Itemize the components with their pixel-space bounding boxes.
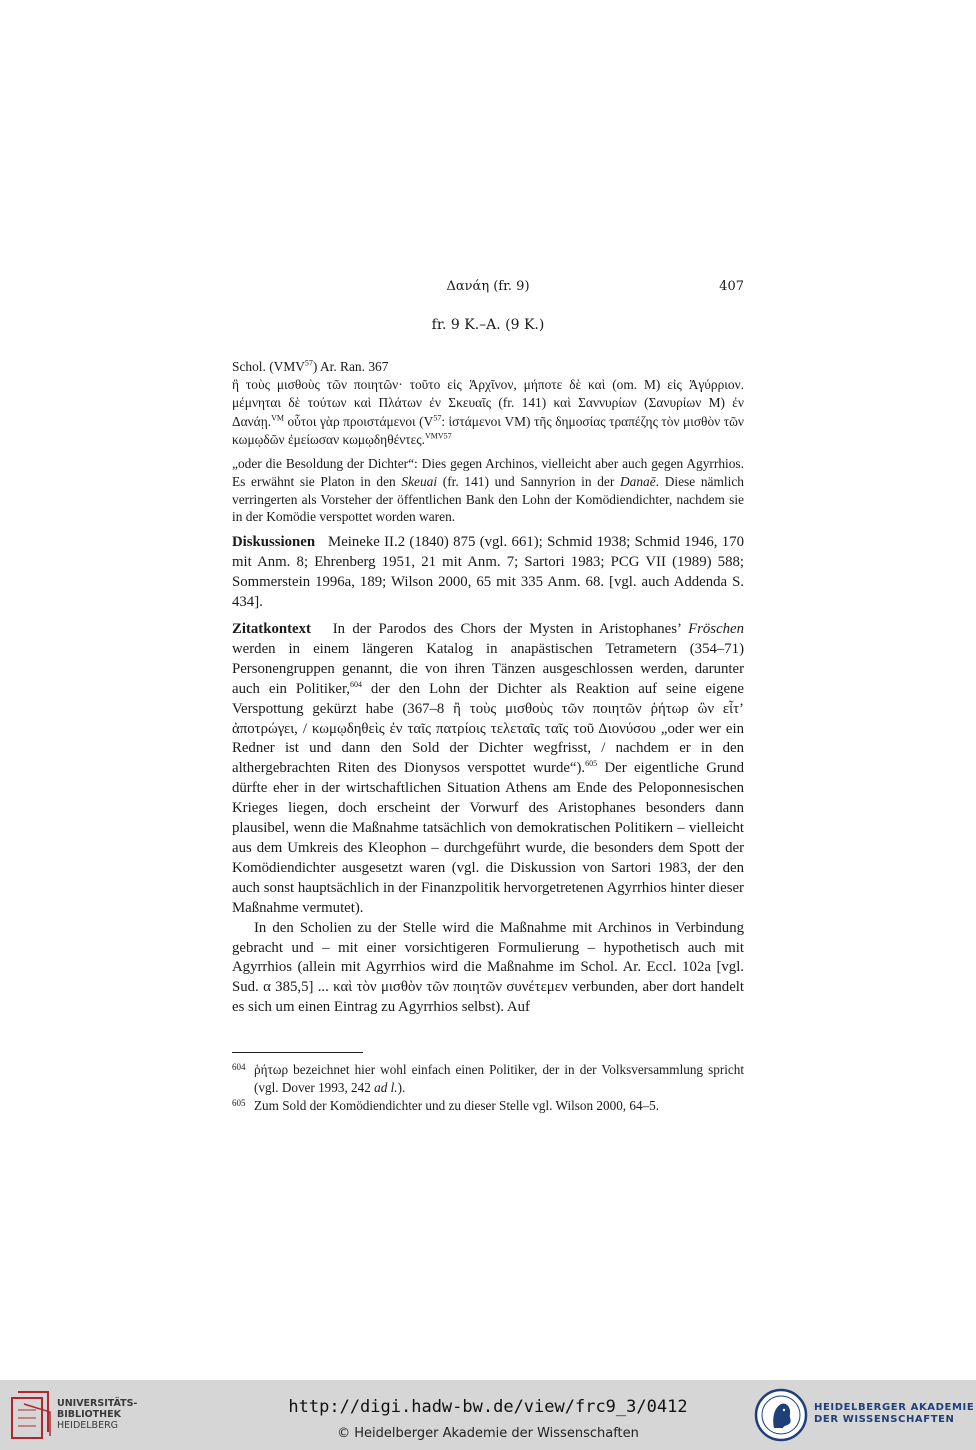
footnote-604: 604 ῥήτωρ bezeichnet hier wohl einfach einen Politiker, der in der Volksversammlung spricht (vgl. Dover 1993, 242 ad l.). <box>232 1062 744 1095</box>
running-head-title: Δανάη (fr. 9) <box>446 279 530 294</box>
hadw-wordmark[interactable]: HEIDELBERGER AKADEMIE DER WISSENSCHAFTEN <box>814 1402 975 1425</box>
footnote-ref-605[interactable]: 605 <box>585 759 598 769</box>
diskussionen-section <box>232 533 744 613</box>
zitatkontext-paragraph-1: Zitatkontext In der Parodos des Chors der Mysten in Aristophanes’ Fröschen werden in einem längeren Katalog in anapästischen Tetrametern (354–71) Personengruppen genannt, die von ihren Tänzen ausgeschlossen werden, darunter auch ein Politiker,$^{604}$ der den Lohn der Dichter als Reaktion auf seine eigene Verspottung gekürzt habe (367–8 ἢ τοὺς μισθοὺς τῶν ποιητῶν ῥήτωρ ὢν εἶτ’ ἀποτρώγει, / κωμῳδηθεὶς ἐν ταῖς πατρίοις τελεταῖς ταῖς τοῦ Διονύσου „oder wer ein Redner ist und dann den Sold der Dichter wegfrisst, / nachdem er in den althergebrachten Riten des Dionysos verspottet wurde“).$^{605}$ Der eigentliche Grund dürfte eher in der wirtschaftlichen Situation Athens am Ende des Peloponnesischen Krieges liegen, doch erscheint der Vorwurf des Aristophanes besonders dann plausibel, wenn die Maßnahme tatsächlich von demokratischen Politikern – vielleicht aus dem Umkreis des Kleophon – durchgeführt wurde, die besonders dem Spott der Komödiendichter ausgesetzt waren (vgl. die Diskussion von Sartori 1983, der den auch sonst hauptsächlich in der Finanzpolitik hervorgetretenen Agyrrhios hinter dieser Maßnahme vermutet). <box>232 621 745 916</box>
footnotes <box>232 1061 744 1115</box>
footnote-605: 605 Zum Sold der Komödiendichter und zu dieser Stelle vgl. Wilson 2000, 64–5. <box>232 1098 660 1113</box>
footnote-rule <box>232 1052 363 1053</box>
diskussionen-text: Meineke II.2 (1840) 875 (vgl. 661); Schmid 1938; Schmid 1946, 170 mit Anm. 8; Ehrenberg 1951, 21 mit Anm. 7; Sartori 1983; PCG VII (1989) 588; Sommerstein 1996a, 189; Wilson 2000, 65 mit 335 Anm. 68. [vgl. auch Addenda S. 434]. <box>232 534 744 610</box>
running-head <box>232 279 744 299</box>
fragment-heading: fr. 9 K.–A. (9 K.) <box>431 317 545 333</box>
translation: „oder die Besoldung der Dichter“: Dies gegen Archinos, vielleicht aber auch gegen Agyrrhios. Es erwähnt sie Platon in den Skeuai (fr. 141) und Sannyrion in der Danaē. Diese nämlich verringerten als Vorsteher der öffentlichen Bank den Lohn der Komödiendichter, nachdem sie in der Komödie verspottet worden waren. <box>232 456 744 525</box>
source-text <box>232 358 744 449</box>
page-number: 407 <box>719 279 744 294</box>
zitatkontext-paragraph-2: In den Scholien zu der Stelle wird die Maßnahme mit Archinos in Verbindung gebracht und – mit einer vorsichtigeren Formulierung – hypothetisch auch mit Agyrrhios (allein mit Agyrrhios wird die Maßnahme im Schol. Ar. Eccl. 102a [vgl. Sud. α 385,5] ... καὶ τὸν μισθὸν τῶν ποιητῶν συνέτεμεν verbunden, aber dort handelt es sich um einen Eintrag zu Agyrrhios selbst). Auf <box>232 919 744 1016</box>
zitatkontext-section <box>232 620 744 1018</box>
copyright-notice: © Heidelberger Akademie der Wissenschaften <box>337 1426 639 1441</box>
diskussionen-label: Diskussionen <box>232 534 316 550</box>
hadw-seal-logo-icon[interactable] <box>754 1388 808 1442</box>
footnote-ref-604[interactable]: 604 <box>349 679 362 689</box>
footer-bar <box>0 1380 976 1450</box>
ub-heidelberg-wordmark[interactable]: UNIVERSITÄTS- BIBLIOTHEK HEIDELBERG <box>57 1398 138 1431</box>
source-reference: Schol. (VMV$^{57}$) Ar. Ran. 367 <box>232 358 389 374</box>
greek-scholion: ἢ τοὺς μισθοὺς τῶν ποιητῶν· τοῦτο εἰς Ἀρχῖνον, μήποτε δὲ καὶ (om. M) εἰς Ἀγύρριον. μέμνηται δὲ τούτων καὶ Πλάτων ἐν Σκευαῖς (fr. 141) καὶ Σαννυρίων (Σανυρίων M) ἐν Δανάῃ.$^{VM}$ οὗτοι γὰρ προιστάμενοι ($V^{57}$: ἱστάμενοι VM) τῆς δημοσίας τραπέζης τὸν μισθὸν τῶν κωμῳδῶν ἐμείωσαν κωμῳδηθέντες.$^{VMV57}$ <box>232 377 744 447</box>
permalink-url[interactable]: http://digi.hadw-bw.de/view/frc9_3/0412 <box>288 1397 688 1417</box>
zitatkontext-label: Zitatkontext <box>232 621 311 637</box>
